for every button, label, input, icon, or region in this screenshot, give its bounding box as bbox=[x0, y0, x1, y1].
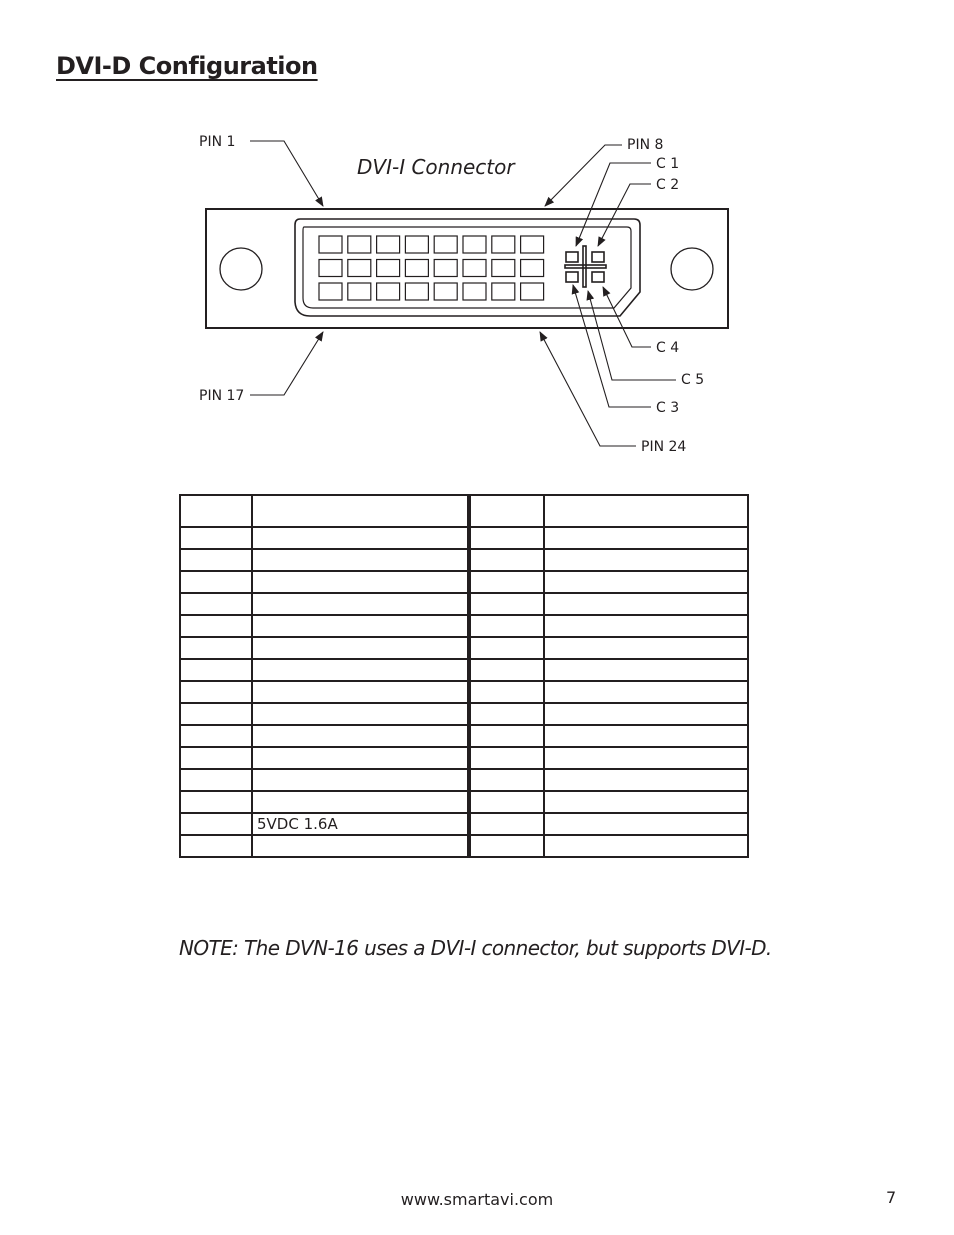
label-pin24: PIN 24 bbox=[641, 439, 687, 455]
mount-hole-right bbox=[671, 248, 713, 290]
table-cell bbox=[180, 571, 252, 593]
table-cell bbox=[544, 659, 748, 681]
leader-pin17 bbox=[250, 332, 323, 395]
table-cell bbox=[252, 769, 469, 791]
pin-14 bbox=[463, 260, 486, 277]
table-row bbox=[180, 813, 748, 835]
table-cell bbox=[469, 637, 544, 659]
table-cell bbox=[180, 549, 252, 571]
table-cell bbox=[469, 725, 544, 747]
table-cell bbox=[469, 527, 544, 549]
table-cell bbox=[180, 813, 252, 835]
pin-10 bbox=[348, 260, 371, 277]
table-cell bbox=[180, 835, 252, 857]
contact-c3 bbox=[566, 272, 578, 282]
pin-9 bbox=[319, 260, 342, 277]
pin-19 bbox=[377, 283, 400, 300]
connector-title: DVI-I Connector bbox=[357, 155, 515, 179]
table-row bbox=[180, 637, 748, 659]
table-cell bbox=[252, 703, 469, 725]
table-cell bbox=[180, 637, 252, 659]
table-cell bbox=[252, 571, 469, 593]
table-cell bbox=[469, 571, 544, 593]
table-cell bbox=[544, 835, 748, 857]
table-cell bbox=[544, 747, 748, 769]
contact-c2 bbox=[592, 252, 604, 262]
page-title: DVI-D Configuration bbox=[56, 52, 318, 80]
table-cell bbox=[544, 593, 748, 615]
table-row bbox=[180, 593, 748, 615]
table-row bbox=[180, 835, 748, 857]
table-row bbox=[180, 703, 748, 725]
table-row bbox=[180, 549, 748, 571]
pin-1 bbox=[319, 236, 342, 253]
table-cell bbox=[252, 659, 469, 681]
pin-24 bbox=[521, 283, 544, 300]
table-cell bbox=[252, 747, 469, 769]
table-cell bbox=[469, 703, 544, 725]
table-cell bbox=[544, 681, 748, 703]
leader-c5 bbox=[588, 291, 676, 380]
label-c1: C 1 bbox=[656, 156, 680, 172]
table-cell bbox=[252, 615, 469, 637]
table-cell bbox=[469, 835, 544, 857]
footer-url[interactable]: www.smartavi.com bbox=[400, 1190, 554, 1209]
pin-5 bbox=[434, 236, 457, 253]
table-cell bbox=[180, 681, 252, 703]
table-cell bbox=[180, 615, 252, 637]
leader-pin8 bbox=[545, 145, 622, 206]
pin-12 bbox=[405, 260, 428, 277]
pin-22 bbox=[463, 283, 486, 300]
table-cell bbox=[544, 769, 748, 791]
table-cell: 5VDC 1.6A bbox=[252, 813, 469, 835]
pin-18 bbox=[348, 283, 371, 300]
label-c4: C 4 bbox=[656, 340, 680, 356]
contact-c4 bbox=[592, 272, 604, 282]
table-cell bbox=[252, 495, 469, 527]
pin-8 bbox=[521, 236, 544, 253]
table-cell bbox=[469, 813, 544, 835]
table-cell bbox=[180, 659, 252, 681]
table-cell bbox=[469, 769, 544, 791]
label-pin8: PIN 8 bbox=[627, 137, 664, 153]
table-cell bbox=[180, 703, 252, 725]
pin-13 bbox=[434, 260, 457, 277]
table-cell bbox=[544, 615, 748, 637]
table-row bbox=[180, 681, 748, 703]
table-row bbox=[180, 615, 748, 637]
table-row bbox=[180, 527, 748, 549]
table-cell bbox=[252, 593, 469, 615]
table-cell bbox=[544, 813, 748, 835]
leader-c4 bbox=[603, 287, 651, 347]
table-cell bbox=[469, 747, 544, 769]
table-cell bbox=[180, 769, 252, 791]
pin-11 bbox=[377, 260, 400, 277]
table-cell bbox=[544, 791, 748, 813]
table-cell bbox=[469, 681, 544, 703]
table-cell bbox=[252, 549, 469, 571]
label-c5: C 5 bbox=[681, 372, 705, 388]
contact-c5-vertical bbox=[583, 246, 586, 287]
table-cell bbox=[180, 791, 252, 813]
leader-c3 bbox=[573, 285, 651, 407]
pin-7 bbox=[492, 236, 515, 253]
pin-4 bbox=[405, 236, 428, 253]
pin-15 bbox=[492, 260, 515, 277]
table-cell bbox=[252, 681, 469, 703]
leader-pin1 bbox=[250, 141, 323, 206]
table-cell bbox=[180, 747, 252, 769]
pin-16 bbox=[521, 260, 544, 277]
pin-3 bbox=[377, 236, 400, 253]
table-cell bbox=[469, 593, 544, 615]
pin-2 bbox=[348, 236, 371, 253]
table-cell bbox=[544, 725, 748, 747]
table-row bbox=[180, 659, 748, 681]
table-row bbox=[180, 791, 748, 813]
page-number: 7 bbox=[886, 1188, 897, 1207]
table-cell bbox=[180, 725, 252, 747]
leader-c2 bbox=[598, 184, 651, 246]
table-cell bbox=[252, 791, 469, 813]
table-cell bbox=[469, 791, 544, 813]
mount-hole-left bbox=[220, 248, 262, 290]
table-cell bbox=[180, 495, 252, 527]
table-cell bbox=[180, 593, 252, 615]
table-row bbox=[180, 495, 748, 527]
table-cell bbox=[252, 637, 469, 659]
table-row bbox=[180, 571, 748, 593]
table-cell bbox=[544, 549, 748, 571]
contact-c1 bbox=[566, 252, 578, 262]
table-cell bbox=[544, 527, 748, 549]
analog-contacts bbox=[565, 246, 606, 287]
pin-grid bbox=[319, 236, 544, 300]
note-text: NOTE: The DVN-16 uses a DVI-I connector, but supports DVI-D. bbox=[179, 936, 772, 960]
table-cell bbox=[469, 615, 544, 637]
table-cell bbox=[469, 495, 544, 527]
table-cell bbox=[469, 659, 544, 681]
table-row bbox=[180, 747, 748, 769]
table-cell bbox=[544, 703, 748, 725]
table-cell bbox=[252, 725, 469, 747]
table-cell bbox=[544, 637, 748, 659]
table-cell bbox=[544, 495, 748, 527]
table-cell bbox=[252, 835, 469, 857]
label-pin1: PIN 1 bbox=[199, 134, 236, 150]
pin-17 bbox=[319, 283, 342, 300]
pin-6 bbox=[463, 236, 486, 253]
table-cell bbox=[469, 549, 544, 571]
label-pin17: PIN 17 bbox=[199, 388, 245, 404]
pin-21 bbox=[434, 283, 457, 300]
table-row bbox=[180, 769, 748, 791]
table-cell bbox=[544, 571, 748, 593]
pin-23 bbox=[492, 283, 515, 300]
label-c2: C 2 bbox=[656, 177, 680, 193]
table-cell bbox=[180, 527, 252, 549]
table-cell bbox=[252, 527, 469, 549]
pin-20 bbox=[405, 283, 428, 300]
pin-assignment-table bbox=[179, 494, 749, 858]
table-row bbox=[180, 725, 748, 747]
label-c3: C 3 bbox=[656, 400, 680, 416]
dvi-connector-diagram bbox=[0, 0, 954, 480]
leader-pin24 bbox=[540, 332, 636, 446]
